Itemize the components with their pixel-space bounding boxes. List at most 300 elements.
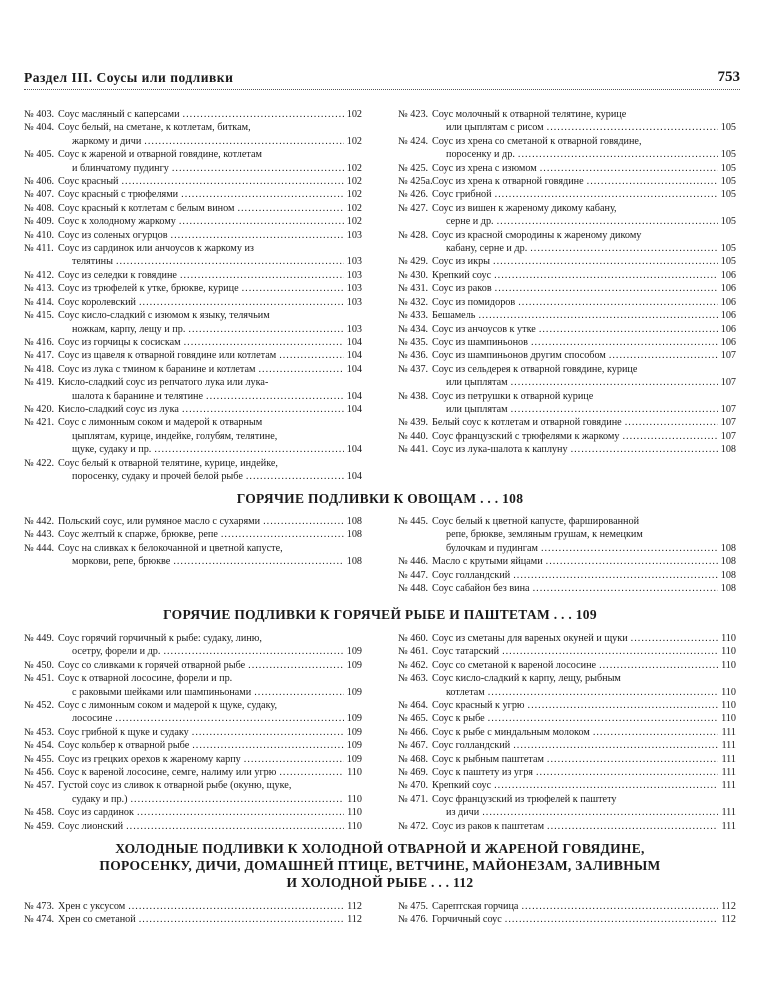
toc-line bbox=[398, 542, 736, 555]
dot-leader bbox=[139, 913, 344, 926]
toc-entry bbox=[24, 121, 362, 148]
toc-line bbox=[24, 269, 362, 282]
entry-title: Соус к рыбным паштетам bbox=[432, 753, 544, 765]
dot-leader bbox=[511, 403, 718, 416]
toc-line bbox=[398, 430, 736, 443]
entry-title: Крепкий соус bbox=[432, 780, 492, 792]
toc-line bbox=[24, 336, 362, 349]
dot-leader bbox=[536, 766, 718, 779]
entry-title: Соус лионский bbox=[58, 820, 124, 832]
dot-leader bbox=[183, 108, 344, 121]
toc-entry bbox=[24, 229, 362, 242]
toc-line bbox=[398, 121, 736, 134]
entry-page: 109 bbox=[346, 726, 362, 738]
entry-page: 102 bbox=[346, 189, 362, 201]
section-title-line: И ХОЛОДНОЙ РЫБЕ . . . 112 bbox=[286, 875, 474, 890]
entry-number: № 418. bbox=[24, 363, 55, 375]
entry-page: 106 bbox=[720, 323, 736, 335]
entry-number: № 426. bbox=[398, 189, 429, 201]
entry-page: 110 bbox=[347, 793, 362, 805]
entry-page: 103 bbox=[346, 256, 362, 268]
toc-block bbox=[24, 108, 736, 483]
entry-number: № 408. bbox=[24, 202, 55, 214]
entry-title: Соус грибной bbox=[432, 189, 492, 201]
entry-page: 110 bbox=[347, 767, 362, 779]
entry-title: Соус из лука-шалота к каплуну bbox=[432, 444, 568, 456]
entry-title: Соус кисло-сладкий с изюмом к языку, телячьим bbox=[58, 310, 270, 322]
entry-page: 102 bbox=[346, 176, 362, 188]
toc-entry bbox=[24, 403, 362, 416]
dot-leader bbox=[505, 913, 718, 926]
toc-line bbox=[398, 753, 736, 766]
entry-title: Белый соус к котлетам и отварной говядине bbox=[432, 417, 622, 429]
entry-title: судаку и пр.) bbox=[72, 793, 128, 805]
toc-entry bbox=[24, 215, 362, 228]
entry-number: № 415. bbox=[24, 310, 55, 322]
toc-line bbox=[398, 135, 736, 148]
entry-title: Соус из сардинок bbox=[58, 807, 134, 819]
dot-leader bbox=[495, 282, 718, 295]
entry-title: Соус грибной к щуке и судаку bbox=[58, 726, 189, 738]
entry-number: № 434. bbox=[398, 323, 429, 335]
entry-number: № 459. bbox=[24, 820, 55, 832]
toc-line bbox=[24, 363, 362, 376]
toc-line bbox=[398, 376, 736, 389]
dot-leader bbox=[530, 242, 717, 255]
toc-entry bbox=[24, 672, 362, 699]
entry-number: № 409. bbox=[24, 216, 55, 228]
entry-page: 106 bbox=[720, 310, 736, 322]
entry-page: 103 bbox=[346, 323, 362, 335]
toc-entry bbox=[398, 739, 736, 752]
toc-line bbox=[24, 555, 362, 568]
entry-page: 105 bbox=[720, 216, 736, 228]
entry-number: № 450. bbox=[24, 659, 55, 671]
dot-leader bbox=[513, 739, 718, 752]
dot-leader bbox=[144, 135, 343, 148]
toc-line bbox=[398, 672, 736, 685]
dot-leader bbox=[173, 555, 343, 568]
entry-page: 105 bbox=[720, 122, 736, 134]
dot-leader bbox=[115, 712, 343, 725]
dot-leader bbox=[116, 255, 344, 268]
entry-title: Соус из помидоров bbox=[432, 296, 516, 308]
dot-leader bbox=[128, 900, 344, 913]
toc-line bbox=[24, 739, 362, 752]
entry-page: 104 bbox=[346, 363, 362, 375]
entry-title: Соус с лимонным соком и мадерой к щуке, судаку, bbox=[58, 700, 277, 712]
entry-title: с раковыми шейками или шампиньонами bbox=[72, 686, 252, 698]
entry-title: Соус к рыбе bbox=[432, 713, 485, 725]
entry-title: Соус из вишен к жареному дикому кабану, bbox=[432, 202, 617, 214]
dot-leader bbox=[163, 645, 343, 658]
entry-title: Соус голландский bbox=[432, 740, 511, 752]
dot-leader bbox=[547, 820, 718, 833]
toc-line bbox=[398, 242, 736, 255]
entry-number: № 405. bbox=[24, 149, 55, 161]
dot-leader bbox=[122, 175, 344, 188]
entry-number: № 435. bbox=[398, 336, 429, 348]
entry-number: № 411. bbox=[24, 243, 54, 255]
entry-number: № 449. bbox=[24, 633, 55, 644]
toc-column-right bbox=[398, 108, 736, 483]
entry-title: поросенку, судаку и прочей белой рыбе bbox=[72, 470, 243, 482]
toc-entry bbox=[24, 699, 362, 726]
toc-line bbox=[398, 269, 736, 282]
dot-leader bbox=[528, 699, 719, 712]
dot-leader bbox=[184, 336, 344, 349]
toc-block bbox=[24, 632, 736, 833]
toc-line bbox=[398, 255, 736, 268]
toc-line bbox=[24, 135, 362, 148]
toc-entry bbox=[24, 726, 362, 739]
entry-number: № 437. bbox=[398, 363, 429, 375]
toc-entry bbox=[398, 349, 736, 362]
entry-number: № 422. bbox=[24, 457, 55, 469]
toc-entry bbox=[24, 296, 362, 309]
toc-entry bbox=[24, 108, 362, 121]
entry-title: Бешамель bbox=[432, 310, 476, 322]
entry-title: Соус красный к угрю bbox=[432, 700, 525, 712]
entry-page: 109 bbox=[346, 659, 362, 671]
entry-number: № 453. bbox=[24, 726, 55, 738]
entry-number: № 441. bbox=[398, 444, 429, 456]
entry-page: 105 bbox=[720, 256, 736, 268]
entry-page: 110 bbox=[347, 820, 362, 832]
toc-line bbox=[24, 323, 362, 336]
dot-leader bbox=[154, 443, 343, 456]
toc-entry bbox=[24, 913, 362, 926]
entry-page: 103 bbox=[346, 296, 362, 308]
entry-number: № 407. bbox=[24, 189, 55, 201]
entry-title: Соус татарский bbox=[432, 646, 500, 658]
dot-leader bbox=[279, 349, 344, 362]
dot-leader bbox=[631, 632, 718, 645]
entry-title: Соус с лимонным соком и мадерой к отварным bbox=[58, 417, 263, 429]
toc-entry bbox=[398, 443, 736, 456]
toc-line bbox=[398, 793, 736, 806]
toc-line bbox=[24, 108, 362, 121]
toc-line bbox=[24, 515, 362, 528]
section-heading: Раздел III. Соусы или подливки bbox=[24, 70, 234, 85]
toc-line bbox=[398, 900, 736, 913]
entry-title: из дичи bbox=[446, 807, 480, 819]
entry-title: поросенку и др. bbox=[446, 149, 515, 161]
toc-entry bbox=[398, 430, 736, 443]
dot-leader bbox=[541, 542, 718, 555]
toc-line bbox=[398, 659, 736, 672]
entry-number: № 452. bbox=[24, 700, 55, 712]
section-title-line: ПОРОСЕНКУ, ДИЧИ, ДОМАШНЕЙ ПТИЦЕ, ВЕТЧИНЕ, МАЙОНЕЗАМ, ЗАЛИВНЫМ bbox=[99, 858, 661, 873]
entry-title: Соус из хрена к отварной говядине bbox=[432, 176, 584, 188]
dot-leader bbox=[180, 269, 344, 282]
entry-title: Густой соус из сливок к отварной рыбе (окуню, щуке, bbox=[58, 780, 292, 792]
toc-column-right bbox=[398, 900, 736, 927]
toc-entry bbox=[24, 779, 362, 806]
entry-number: № 454. bbox=[24, 740, 55, 752]
section-title bbox=[24, 490, 736, 507]
entry-page: 107 bbox=[720, 403, 736, 415]
toc-entry bbox=[398, 726, 736, 739]
toc-entry bbox=[398, 162, 736, 175]
dot-leader bbox=[497, 215, 718, 228]
toc-entry bbox=[24, 376, 362, 403]
toc-line bbox=[24, 542, 362, 555]
toc-entry bbox=[398, 793, 736, 820]
toc-entry bbox=[24, 659, 362, 672]
page-header bbox=[24, 64, 740, 90]
toc-line bbox=[398, 416, 736, 429]
entry-title: Соус из икры bbox=[432, 256, 491, 268]
entry-title: Соус из сардинок или анчоусов к жаркому из bbox=[58, 243, 254, 255]
dot-leader bbox=[587, 175, 718, 188]
toc-line bbox=[398, 699, 736, 712]
toc-line bbox=[398, 390, 736, 403]
entry-number: № 475. bbox=[398, 901, 429, 912]
entry-page: 105 bbox=[720, 189, 736, 201]
dot-leader bbox=[488, 712, 718, 725]
entry-number: № 413. bbox=[24, 283, 55, 295]
toc-line bbox=[398, 202, 736, 215]
entry-title: цыплятам, курице, индейке, голубям, телятине, bbox=[72, 430, 278, 442]
entry-page: 106 bbox=[720, 269, 736, 281]
dot-leader bbox=[482, 806, 718, 819]
entry-title: Крепкий соус bbox=[432, 269, 492, 281]
entry-title: Соус со сметаной к вареной лососине bbox=[432, 659, 597, 671]
toc-line bbox=[24, 255, 362, 268]
toc-entry bbox=[24, 269, 362, 282]
entry-title: Соус к паштету из угря bbox=[432, 767, 533, 779]
toc-line bbox=[398, 229, 736, 242]
toc-line bbox=[398, 686, 736, 699]
entry-number: № 467. bbox=[398, 740, 429, 752]
toc-line bbox=[398, 569, 736, 582]
entry-page: 108 bbox=[720, 444, 736, 456]
toc-line bbox=[24, 229, 362, 242]
toc-entry bbox=[24, 515, 362, 528]
entry-page: 108 bbox=[720, 542, 736, 554]
toc-line bbox=[398, 582, 736, 595]
toc-column-left bbox=[24, 632, 362, 833]
entry-number: № 425. bbox=[398, 162, 429, 174]
toc-entry bbox=[398, 255, 736, 268]
toc-line bbox=[24, 390, 362, 403]
toc-entry bbox=[24, 766, 362, 779]
toc-line bbox=[24, 121, 362, 134]
entry-page: 111 bbox=[721, 726, 736, 738]
toc-entry bbox=[398, 363, 736, 390]
toc-entry bbox=[24, 528, 362, 541]
entry-number: № 456. bbox=[24, 767, 55, 779]
dot-leader bbox=[518, 296, 718, 309]
dot-leader bbox=[182, 403, 344, 416]
entry-title: серне и др. bbox=[446, 216, 494, 228]
dot-leader bbox=[246, 470, 344, 483]
toc-entry bbox=[398, 135, 736, 162]
toc-entry bbox=[398, 569, 736, 582]
dot-leader bbox=[518, 148, 718, 161]
entry-number: № 419. bbox=[24, 377, 55, 389]
entry-title: Соус белый, на сметане, к котлетам, биткам, bbox=[58, 122, 251, 134]
entry-number: № 423. bbox=[398, 109, 429, 120]
entry-number: № 471. bbox=[398, 793, 429, 805]
dot-leader bbox=[248, 659, 344, 672]
toc-line bbox=[24, 403, 362, 416]
dot-leader bbox=[625, 416, 718, 429]
toc-entry bbox=[398, 336, 736, 349]
toc-line bbox=[24, 162, 362, 175]
entry-page: 110 bbox=[721, 633, 736, 644]
dot-leader bbox=[137, 806, 344, 819]
toc-line bbox=[398, 296, 736, 309]
entry-title: Хрен со сметаной bbox=[58, 914, 136, 926]
dot-leader bbox=[237, 202, 343, 215]
toc-column-right bbox=[398, 515, 736, 595]
dot-leader bbox=[206, 390, 344, 403]
entry-page: 112 bbox=[721, 914, 736, 926]
entry-title: Соус из щавеля к отварной говядине или котлетам bbox=[58, 350, 277, 362]
dot-leader bbox=[511, 376, 718, 389]
entry-page: 105 bbox=[720, 149, 736, 161]
entry-number: № 412. bbox=[24, 269, 55, 281]
toc-entry bbox=[24, 363, 362, 376]
dot-leader bbox=[533, 582, 718, 595]
toc-line bbox=[24, 309, 362, 322]
entry-title: осетру, форели и др. bbox=[72, 646, 161, 658]
toc-entry bbox=[24, 282, 362, 295]
dot-leader bbox=[546, 555, 718, 568]
entry-title: или цыплятам с рисом bbox=[446, 122, 544, 134]
entry-number: № 443. bbox=[24, 529, 55, 541]
entry-title: Масло с крутыми яйцами bbox=[432, 556, 543, 568]
toc-entry bbox=[398, 582, 736, 595]
entry-page: 111 bbox=[721, 807, 736, 819]
toc-column-left bbox=[24, 900, 362, 927]
toc-entry bbox=[24, 188, 362, 201]
toc-line bbox=[398, 188, 736, 201]
dot-leader bbox=[571, 443, 718, 456]
entry-number: № 421. bbox=[24, 417, 55, 429]
entry-title: Соус из сельдерея к отварной говядине, курице bbox=[432, 363, 638, 375]
entry-title: Соус из раков к паштетам bbox=[432, 820, 545, 832]
toc-line bbox=[24, 470, 362, 483]
entry-page: 102 bbox=[346, 162, 362, 174]
section-title-line: ХОЛОДНЫЕ ПОДЛИВКИ К ХОЛОДНОЙ ОТВАРНОЙ И ЖАРЕНОЙ ГОВЯДИНЕ, bbox=[115, 841, 645, 856]
toc-line bbox=[24, 659, 362, 672]
entry-title: Соус красный bbox=[58, 176, 119, 188]
entry-number: № 472. bbox=[398, 820, 429, 832]
entry-title: Соус на сливках к белокочанной и цветной капусте, bbox=[58, 542, 283, 554]
dot-leader bbox=[593, 726, 719, 739]
toc-entry bbox=[398, 175, 736, 188]
entry-page: 102 bbox=[346, 135, 362, 147]
entry-page: 110 bbox=[721, 646, 736, 658]
entry-title: Соус красный с трюфелями bbox=[58, 189, 179, 201]
entry-title: Кисло-сладкий соус из лука bbox=[58, 403, 179, 415]
dot-leader bbox=[495, 188, 718, 201]
toc-line bbox=[24, 282, 362, 295]
toc-entry bbox=[398, 699, 736, 712]
entry-title: Горчичный соус bbox=[432, 914, 502, 926]
entry-number: № 424. bbox=[398, 135, 429, 147]
dot-leader bbox=[540, 162, 718, 175]
entry-title: Хрен с уксусом bbox=[58, 901, 126, 912]
entry-title: Соус из лука с тмином к баранине и котлетам bbox=[58, 363, 256, 375]
entry-title: Кисло-сладкий соус из репчатого лука или лука- bbox=[58, 377, 269, 389]
entry-number: № 427. bbox=[398, 202, 429, 214]
dot-leader bbox=[539, 323, 718, 336]
entry-title: Соус кисло-сладкий к карпу, лещу, рыбным bbox=[432, 673, 621, 685]
toc-entry bbox=[24, 242, 362, 269]
entry-page: 105 bbox=[720, 243, 736, 255]
dot-leader bbox=[609, 349, 718, 362]
entry-page: 103 bbox=[346, 269, 362, 281]
entry-title: Соус из петрушки к отварной курице bbox=[432, 390, 594, 402]
entry-page: 110 bbox=[721, 713, 736, 725]
entry-title: Соус из соленых огурцов bbox=[58, 229, 168, 241]
dot-leader bbox=[513, 569, 717, 582]
entry-title: Соус сабайон без вина bbox=[432, 583, 530, 595]
section-title-line: ГОРЯЧИЕ ПОДЛИВКИ К ГОРЯЧЕЙ РЫБЕ И ПАШТЕТАМ . . . 109 bbox=[163, 607, 597, 622]
dot-leader bbox=[130, 793, 344, 806]
page-number: 753 bbox=[717, 69, 740, 85]
toc-entry bbox=[398, 202, 736, 229]
toc-entry bbox=[398, 269, 736, 282]
entry-title: Соус из шампиньонов другим способом bbox=[432, 350, 606, 362]
toc-line bbox=[24, 699, 362, 712]
entry-title: ножкам, карпу, лещу и пр. bbox=[72, 323, 186, 335]
dot-leader bbox=[192, 726, 344, 739]
toc-line bbox=[398, 726, 736, 739]
toc-entry bbox=[24, 309, 362, 336]
entry-page: 104 bbox=[346, 350, 362, 362]
entry-title: Соус к вареной лососине, семге, налиму или угрю bbox=[58, 767, 277, 779]
dot-leader bbox=[493, 255, 718, 268]
dot-leader bbox=[126, 820, 344, 833]
entry-page: 111 bbox=[721, 753, 736, 765]
entry-title: Соус из хрена с изюмом bbox=[432, 162, 537, 174]
dot-leader bbox=[547, 121, 718, 134]
toc-entry bbox=[398, 282, 736, 295]
toc-line bbox=[398, 403, 736, 416]
toc-entry bbox=[24, 542, 362, 569]
entry-number: № 469. bbox=[398, 767, 429, 779]
entry-number: № 417. bbox=[24, 350, 55, 362]
section-title-line: ГОРЯЧИЕ ПОДЛИВКИ К ОВОЩАМ . . . 108 bbox=[236, 491, 524, 506]
entry-title: Сарептская горчица bbox=[432, 901, 519, 912]
toc-block bbox=[24, 900, 736, 927]
entry-title: жаркому и дичи bbox=[72, 135, 142, 147]
entry-title: кабану, серне и др. bbox=[446, 243, 528, 255]
entry-page: 108 bbox=[720, 583, 736, 595]
toc-line bbox=[398, 443, 736, 456]
dot-leader bbox=[188, 323, 343, 336]
toc-line bbox=[398, 555, 736, 568]
dot-leader bbox=[488, 686, 718, 699]
entry-page: 109 bbox=[346, 686, 362, 698]
toc-line bbox=[24, 528, 362, 541]
toc-line bbox=[24, 913, 362, 926]
dot-leader bbox=[244, 753, 344, 766]
entry-page: 108 bbox=[346, 556, 362, 568]
toc-entry bbox=[398, 188, 736, 201]
entry-number: № 470. bbox=[398, 780, 429, 792]
entry-title: Соус из сметаны для вареных окуней и щуки bbox=[432, 633, 628, 644]
entry-page: 111 bbox=[721, 767, 736, 779]
entry-number: № 429. bbox=[398, 256, 429, 268]
entry-title: Соус к жареной и отварной говядине, котлетам bbox=[58, 149, 262, 161]
toc-line bbox=[398, 148, 736, 161]
